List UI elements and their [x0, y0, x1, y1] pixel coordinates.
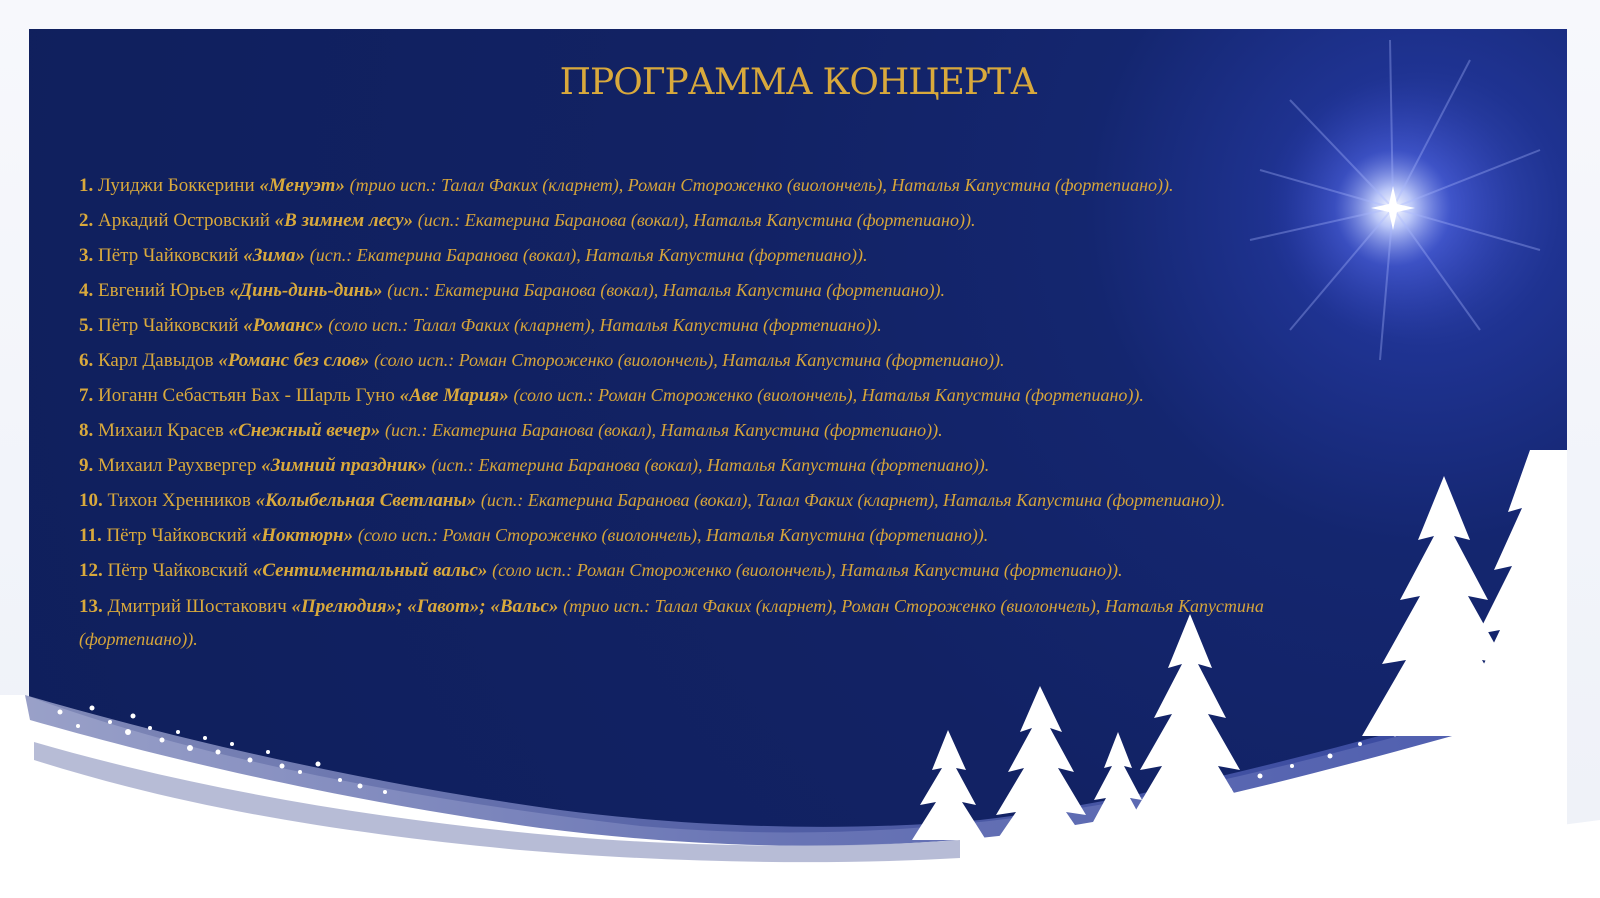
list-item: 5. Пётр Чайковский «Романс» (соло исп.: Талал Факих (кларнет), Наталья Капустина (фортепиано)). — [79, 315, 882, 336]
list-item: 7. Иоганн Себастьян Бах - Шарль Гуно «Аве Мария» (соло исп.: Роман Стороженко (виолончель), Наталья Капустина (фортепиано)). — [79, 385, 1144, 406]
list-item: 12. Пётр Чайковский «Сентиментальный вальс» (соло исп.: Роман Стороженко (виолончель), Наталья Капустина (фортепиано)). — [79, 560, 1123, 581]
list-item: 9. Михаил Раухвергер «Зимний праздник» (исп.: Екатерина Баранова (вокал), Наталья Капустина (фортепиано)). — [79, 455, 990, 476]
list-item: 11. Пётр Чайковский «Ноктюрн» (соло исп.: Роман Стороженко (виолончель), Наталья Капустина (фортепиано)). — [79, 525, 989, 546]
concert-program-list — [79, 168, 1399, 656]
list-item: 2. Аркадий Островский «В зимнем лесу» (исп.: Екатерина Баранова (вокал), Наталья Капустина (фортепиано)). — [79, 210, 976, 231]
list-item: 10. Тихон Хренников «Колыбельная Светланы» (исп.: Екатерина Баранова (вокал), Талал Факих (кларнет), Наталья Капустина (фортепиано)). — [79, 490, 1226, 511]
list-item: 3. Пётр Чайковский «Зима» (исп.: Екатерина Баранова (вокал), Наталья Капустина (фортепиано)). — [79, 245, 868, 266]
snow-hills — [0, 690, 1600, 898]
list-item: 1. Луиджи Боккерини «Менуэт» (трио исп.: Талал Факих (кларнет), Роман Стороженко (виолончель), Наталья Капустина (фортепиано)). — [79, 175, 1174, 196]
list-item: 8. Михаил Красев «Снежный вечер» (исп.: Екатерина Баранова (вокал), Наталья Капустина (фортепиано)). — [79, 420, 943, 441]
list-item: 4. Евгений Юрьев «Динь-динь-динь» (исп.: Екатерина Баранова (вокал), Наталья Капустина (фортепиано)). — [79, 280, 945, 301]
list-item: 13. Дмитрий Шостакович «Прелюдия»; «Гавот»; «Вальс» (трио исп.: Талал Факих (кларнет), Роман Стороженко (виолончель), Наталья Капустина (фортепиано)). — [79, 596, 1264, 649]
page-title: ПРОГРАММА КОНЦЕРТА — [559, 62, 1037, 103]
list-item: 6. Карл Давыдов «Романс без слов» (соло исп.: Роман Стороженко (виолончель), Наталья Капустина (фортепиано)). — [79, 350, 1005, 371]
